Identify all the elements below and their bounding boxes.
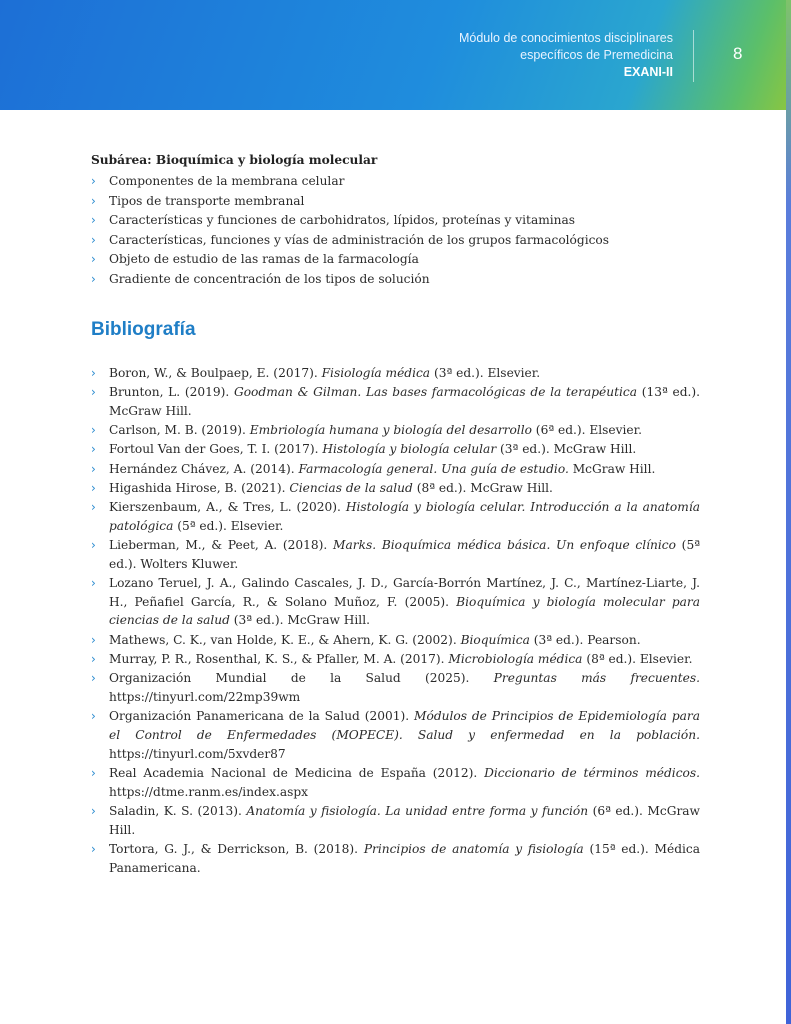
chevron-right-icon: › — [91, 213, 96, 228]
reference-item: › Organización Panamericana de la Salud (2001). Módulos de Principios de Epidemiología para el Control de Enfermedades (MOPECE). Salud y enfermedad en la población. https://tinyurl.com/5xvder87 — [91, 709, 700, 761]
reference-item: › Mathews, C. K., van Holde, K. E., & Ahern, K. G. (2002). Bioquímica (3ª ed.). Pearson. — [91, 631, 700, 650]
chevron-right-icon: › — [91, 232, 96, 247]
reference-item: › Tortora, G. J., & Derrickson, B. (2018). Principios de anatomía y fisiología (15ª ed.). Médica Panamericana. — [91, 841, 700, 875]
reference-item: › Carlson, M. B. (2019). Embriología humana y biología del desarrollo (6ª ed.). Elsevier. — [91, 421, 700, 440]
topic-item: › Componentes de la membrana celular — [91, 172, 711, 192]
chevron-right-icon: › — [91, 575, 96, 590]
reference-item: › Murray, P. R., Rosenthal, K. S., & Pfaller, M. A. (2017). Microbiología médica (8ª ed.). Elsevier. — [91, 650, 700, 669]
page-number: 8 — [733, 44, 743, 63]
chevron-right-icon: › — [91, 632, 96, 647]
chevron-right-icon: › — [91, 174, 96, 188]
chevron-right-icon: › — [91, 442, 96, 457]
chevron-right-icon: › — [91, 803, 96, 818]
reference-item: › Kierszenbaum, A., & Tres, L. (2020). Histología y biología celular. Introducción a la anatomía patológica (5ª ed.). Elsevier. — [91, 499, 700, 533]
reference-item: › Brunton, L. (2019). Goodman & Gilman. Las bases farmacológicas de la terapéutica (13ª ed.). McGraw Hill. — [91, 385, 700, 418]
chevron-right-icon: › — [91, 461, 96, 476]
reference-item: › Boron, W., & Boulpaep, E. (2017). Fisiología médica (3ª ed.). Elsevier. — [91, 364, 700, 383]
chevron-right-icon: › — [91, 193, 96, 208]
reference-item: › Fortoul Van der Goes, T. I. (2017). Histología y biología celular (3ª ed.). McGraw Hill. — [91, 440, 700, 459]
bibliography-list — [91, 364, 700, 878]
reference-item: › Higashida Hirose, B. (2021). Ciencias de la salud (8ª ed.). McGraw Hill. — [91, 479, 700, 498]
chevron-right-icon: › — [91, 709, 96, 724]
reference-item: › Real Academia Nacional de Medicina de España (2012). Diccionario de términos médicos. https://dtme.ranm.es/index.aspx — [91, 765, 701, 799]
chevron-right-icon: › — [91, 271, 96, 286]
page-header-banner — [0, 0, 791, 110]
reference-item: › Saladin, K. S. (2013). Anatomía y fisiología. La unidad entre forma y función (6ª ed.). McGraw Hill. — [91, 803, 700, 837]
chevron-right-icon: › — [91, 480, 96, 495]
chevron-right-icon: › — [91, 366, 96, 380]
reference-item: › Organización Mundial de la Salud (2025). Preguntas más frecuentes. https://tinyurl.com/22mp39wm — [91, 671, 700, 704]
header-exam-name: EXANI-II — [623, 65, 673, 79]
header-line-2: específicos de Premedicina — [520, 48, 673, 62]
header-line-1: Módulo de conocimientos disciplinares — [458, 31, 673, 45]
topic-item: › Objeto de estudio de las ramas de la farmacología — [91, 250, 711, 270]
chevron-right-icon: › — [91, 423, 96, 438]
chevron-right-icon: › — [91, 537, 96, 552]
chevron-right-icon: › — [91, 765, 96, 780]
subarea-title: Subárea: Bioquímica y biología molecular — [91, 153, 378, 167]
chevron-right-icon: › — [91, 671, 96, 686]
topic-item: › Tipos de transporte membranal — [91, 192, 711, 212]
chevron-right-icon: › — [91, 651, 96, 666]
topic-item: › Características y funciones de carbohidratos, lípidos, proteínas y vitaminas — [91, 211, 711, 231]
chevron-right-icon: › — [91, 252, 96, 267]
chevron-right-icon: › — [91, 841, 96, 856]
topic-item: › Características, funciones y vías de administración de los grupos farmacológicos — [91, 231, 711, 251]
topic-item: › Gradiente de concentración de los tipos de solución — [91, 270, 711, 290]
subarea-topic-list — [91, 172, 711, 290]
bibliography-heading: Bibliografía — [91, 319, 196, 340]
right-edge-stripe — [786, 0, 791, 1024]
reference-item: › Hernández Chávez, A. (2014). Farmacología general. Una guía de estudio. McGraw Hill. — [91, 460, 700, 479]
header-module-title — [459, 30, 673, 81]
chevron-right-icon: › — [91, 385, 96, 400]
reference-item: › Lozano Teruel, J. A., Galindo Cascales, J. D., García-Borrón Martínez, J. C., Martínez-Liarte, J. H., Peñafiel García, R., & Solano Muñoz, F. (2005). Bioquímica y biología molecular para ciencias de la salud (3ª ed.). McGraw Hill. — [91, 575, 700, 628]
reference-item: › Lieberman, M., & Peet, A. (2018). Marks. Bioquímica médica básica. Un enfoque clínico (5ª ed.). Wolters Kluwer. — [91, 537, 700, 571]
chevron-right-icon: › — [91, 499, 96, 514]
header-divider — [693, 30, 694, 82]
